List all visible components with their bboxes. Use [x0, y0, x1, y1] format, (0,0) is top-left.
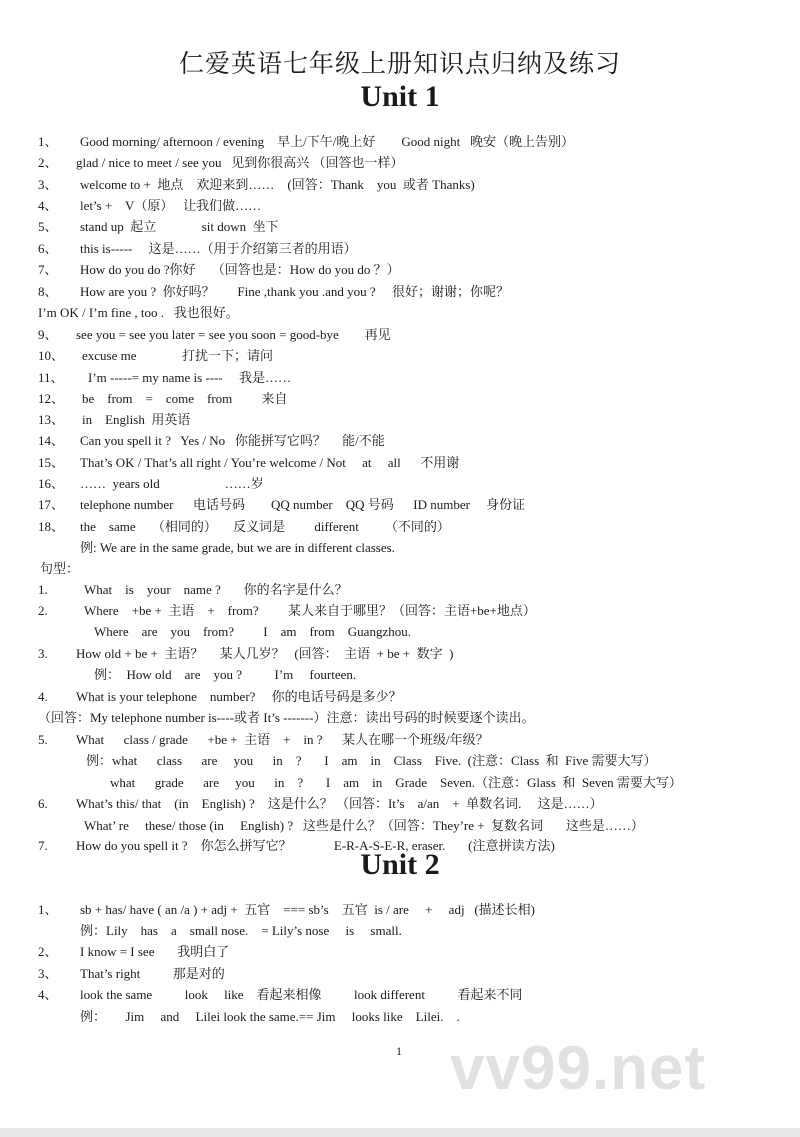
item-number: 14、: [38, 433, 65, 448]
text-line: …… years old ……岁: [80, 476, 264, 491]
text-line: 例: We are in the same grade, but we are in different classes.: [80, 540, 395, 555]
text-line: How do you do ?你好 （回答也是：How do you do ？）: [80, 262, 400, 277]
text-line: What’s this/ that (in English) ? 这是什么？ （回答：It’s a/an + 单数名词. 这是……）: [76, 796, 603, 811]
text-line: I’m -----= my name is ---- 我是……: [88, 370, 291, 385]
text-line: 例： How old are you ? I’m fourteen.: [94, 667, 357, 682]
text-line: what grade are you in ? I am in Grade Seven.（注意：Glass 和 Seven 需要大写）: [110, 775, 682, 790]
text-line: How old + be + 主语？ 某人几岁？ (回答： 主语 + be + 数字 ): [76, 646, 454, 661]
text-line: （回答：My telephone number is----或者 It’s -------）注意：读出号码的时候要逐个读出。: [38, 710, 535, 725]
text-line: stand up 起立 sit down 坐下: [80, 219, 279, 234]
text-line: let’s + V（原） 让我们做……: [80, 198, 262, 213]
text-line: see you = see you later = see you soon = good-bye 再见: [76, 327, 391, 342]
item-number: 1、: [38, 902, 58, 917]
text-line: 例： Jim and Lilei look the same.== Jim looks like Lilei. .: [80, 1009, 460, 1024]
page-number: 1: [396, 1044, 402, 1058]
item-number: 12、: [38, 391, 65, 406]
text-line: look the same look like 看起来相像 look different 看起来不同: [80, 987, 523, 1002]
text-line: sb + has/ have ( an /a ) + adj + 五官 === sb’s 五官 is / are + adj (描述长相): [80, 902, 535, 917]
text-line: That’s OK / That’s all right / You’re welcome / Not at all 不用谢: [80, 455, 460, 470]
text-line: excuse me 打扰一下；请问: [82, 348, 274, 363]
text-line: in English 用英语: [82, 412, 191, 427]
item-number: 6、: [38, 241, 58, 256]
page-bottom-edge: [0, 1128, 800, 1137]
text-line: How do you spell it ? 你怎么拼写它？ E-R-A-S-E-R, eraser. (注意拼读方法): [76, 838, 555, 853]
item-number: 11、: [38, 370, 64, 385]
item-number: 7.: [38, 838, 48, 853]
text-line: How are you ? 你好吗？ Fine ,thank you .and you ? 很好；谢谢；你呢？: [80, 284, 509, 299]
item-number: 5、: [38, 219, 58, 234]
item-number: 3.: [38, 646, 48, 661]
text-line: be from = come from 来自: [82, 391, 288, 406]
text-line: Good morning/ afternoon / evening 早上/下午/晚上好 Good night 晚安（晚上告别）: [80, 134, 574, 149]
item-number: 4.: [38, 689, 48, 704]
text-line: What is your telephone number? 你的电话号码是多少？: [76, 689, 402, 704]
text-line: telephone number 电话号码 QQ number QQ 号码 ID number 身份证: [80, 497, 526, 512]
item-number: 16、: [38, 476, 65, 491]
text-line: 例：Lily has a small nose. = Lily’s nose is small.: [80, 923, 402, 938]
item-number: 7、: [38, 262, 58, 277]
text-line: I know = I see 我明白了: [80, 944, 230, 959]
item-number: 5.: [38, 732, 48, 747]
item-number: 6.: [38, 796, 48, 811]
unit-2-heading: Unit 2: [360, 848, 440, 881]
text-line: Can you spell it ? Yes / No 你能拼写它吗？ 能/不能: [80, 433, 385, 448]
item-number: 9、: [38, 327, 58, 342]
text-line: What class / grade +be + 主语 + in ? 某人在哪一个班级/年级？: [76, 732, 489, 747]
text-line: 例：what class are you in ? I am in Class Five. (注意：Class 和 Five 需要大写）: [86, 753, 657, 768]
text-line: welcome to + 地点 欢迎来到…… (回答：Thank you 或者 Thanks): [80, 177, 475, 192]
item-number: 18、: [38, 519, 65, 534]
text-line: glad / nice to meet / see you 见到你很高兴 （回答也一样）: [76, 155, 404, 170]
item-number: 2、: [38, 944, 58, 959]
item-number: 4、: [38, 198, 58, 213]
item-number: 2.: [38, 603, 48, 618]
item-number: 3、: [38, 966, 58, 981]
item-number: 17、: [38, 497, 65, 512]
unit-1-heading: Unit 1: [360, 80, 440, 113]
item-number: 8、: [38, 284, 58, 299]
item-number: 10、: [38, 348, 65, 363]
text-line: this is----- 这是……（用于介绍第三者的用语）: [80, 241, 357, 256]
item-number: 13、: [38, 412, 65, 427]
item-number: 4、: [38, 987, 58, 1002]
text-line: Where +be + 主语 + from? 某人来自于哪里？（回答：主语+be+地点）: [84, 603, 536, 618]
text-line: 句型：: [40, 561, 80, 576]
item-number: 1、: [38, 134, 58, 149]
item-number: 3、: [38, 177, 58, 192]
text-line: I’m OK / I’m fine , too . 我也很好。: [38, 305, 239, 320]
text-line: What is your name ? 你的名字是什么？: [84, 582, 348, 597]
text-line: the same （相同的） 反义词是 different （不同的）: [80, 519, 450, 534]
item-number: 2、: [38, 155, 58, 170]
text-line: What’ re these/ those (in English) ? 这些是什么？（回答：They’re + 复数名词 这些是……）: [84, 818, 644, 833]
item-number: 15、: [38, 455, 65, 470]
text-line: Where are you from? I am from Guangzhou.: [94, 624, 411, 639]
text-line: That’s right 那是对的: [80, 966, 225, 981]
document-title: 仁爱英语七年级上册知识点归纳及练习: [178, 51, 621, 78]
item-number: 1.: [38, 582, 48, 597]
watermark-logo: vv99.net: [450, 1034, 707, 1103]
